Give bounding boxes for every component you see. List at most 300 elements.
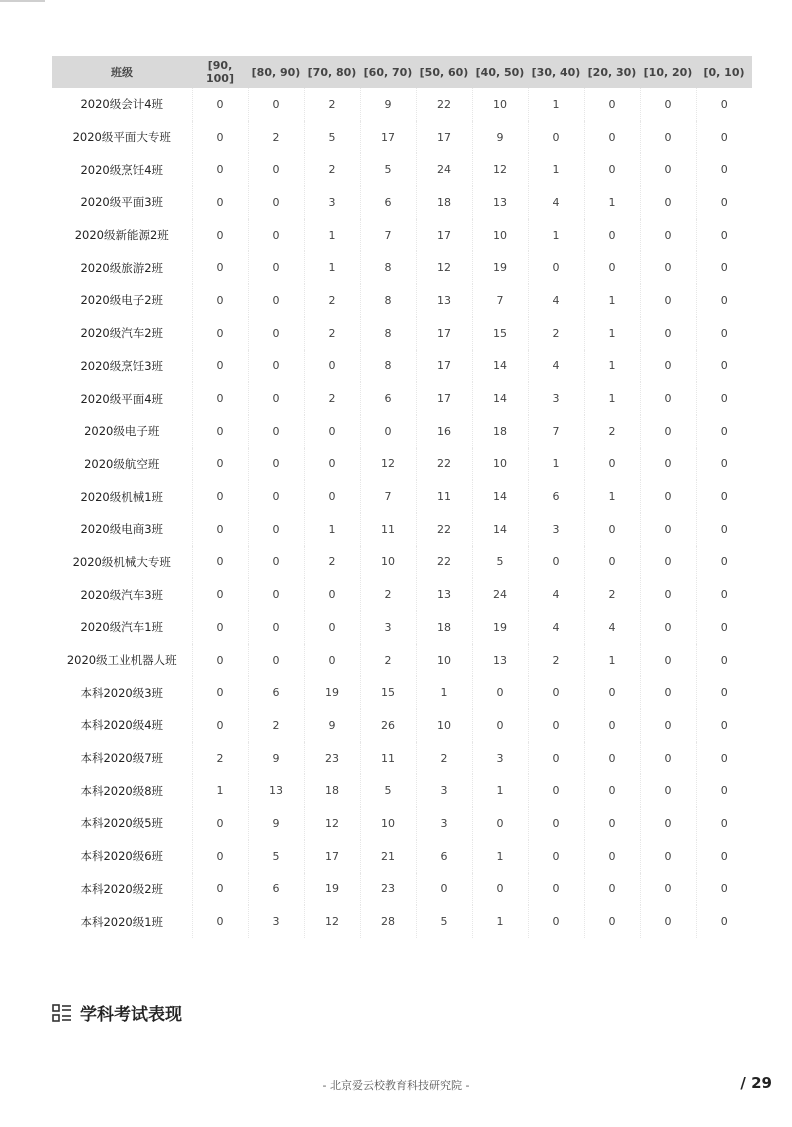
- count-cell: 0: [192, 121, 248, 154]
- count-cell: 1: [584, 480, 640, 513]
- table-row: [52, 121, 752, 154]
- count-cell: 0: [528, 774, 584, 807]
- count-cell: 0: [304, 415, 360, 448]
- count-cell: 1: [528, 153, 584, 186]
- table-row: [52, 546, 752, 579]
- count-cell: 0: [640, 415, 696, 448]
- class-name-cell: 2020级烹饪3班: [52, 350, 192, 383]
- table-row: [52, 186, 752, 219]
- count-cell: 0: [472, 873, 528, 906]
- count-cell: 0: [584, 873, 640, 906]
- count-cell: 0: [192, 153, 248, 186]
- count-cell: 0: [192, 415, 248, 448]
- count-cell: 11: [416, 480, 472, 513]
- class-name-cell: 2020级工业机器人班: [52, 644, 192, 677]
- count-cell: 4: [528, 186, 584, 219]
- count-cell: 10: [416, 644, 472, 677]
- count-cell: 0: [304, 480, 360, 513]
- count-cell: 9: [248, 807, 304, 840]
- header-score-range: [50, 60): [416, 56, 472, 88]
- count-cell: 9: [472, 121, 528, 154]
- count-cell: 0: [696, 905, 752, 938]
- count-cell: 0: [304, 448, 360, 481]
- table-row: [52, 480, 752, 513]
- count-cell: 0: [640, 840, 696, 873]
- class-name-cell: 本科2020级2班: [52, 873, 192, 906]
- count-cell: 0: [192, 219, 248, 252]
- count-cell: 0: [192, 905, 248, 938]
- count-cell: 2: [416, 742, 472, 775]
- class-name-cell: 2020级平面3班: [52, 186, 192, 219]
- count-cell: 0: [696, 251, 752, 284]
- count-cell: 0: [192, 546, 248, 579]
- count-cell: 0: [696, 774, 752, 807]
- header-score-range: [80, 90): [248, 56, 304, 88]
- count-cell: 24: [416, 153, 472, 186]
- table-row: [52, 415, 752, 448]
- table-row: [52, 350, 752, 383]
- count-cell: 0: [584, 546, 640, 579]
- count-cell: 1: [472, 905, 528, 938]
- count-cell: 0: [584, 676, 640, 709]
- count-cell: 17: [416, 382, 472, 415]
- count-cell: 0: [192, 513, 248, 546]
- count-cell: 1: [584, 284, 640, 317]
- count-cell: 18: [472, 415, 528, 448]
- count-cell: 6: [360, 382, 416, 415]
- class-name-cell: 2020级电子班: [52, 415, 192, 448]
- count-cell: 14: [472, 513, 528, 546]
- count-cell: 10: [472, 219, 528, 252]
- count-cell: 0: [528, 121, 584, 154]
- class-name-cell: 2020级会计4班: [52, 88, 192, 121]
- count-cell: 7: [360, 480, 416, 513]
- header-score-range: [70, 80): [304, 56, 360, 88]
- count-cell: 0: [696, 153, 752, 186]
- table-row: [52, 611, 752, 644]
- count-cell: 0: [248, 578, 304, 611]
- count-cell: 2: [248, 709, 304, 742]
- count-cell: 6: [360, 186, 416, 219]
- count-cell: 0: [696, 88, 752, 121]
- count-cell: 0: [192, 676, 248, 709]
- count-cell: 0: [640, 611, 696, 644]
- count-cell: 7: [472, 284, 528, 317]
- count-cell: 0: [584, 219, 640, 252]
- table-row: [52, 676, 752, 709]
- count-cell: 9: [360, 88, 416, 121]
- table-row: [52, 742, 752, 775]
- count-cell: 4: [584, 611, 640, 644]
- table-row: [52, 317, 752, 350]
- class-name-cell: 2020级汽车1班: [52, 611, 192, 644]
- count-cell: 1: [416, 676, 472, 709]
- count-cell: 0: [696, 415, 752, 448]
- count-cell: 0: [696, 742, 752, 775]
- count-cell: 0: [192, 873, 248, 906]
- header-score-range: [30, 40): [528, 56, 584, 88]
- count-cell: 9: [304, 709, 360, 742]
- count-cell: 2: [304, 382, 360, 415]
- count-cell: 0: [584, 709, 640, 742]
- count-cell: 3: [416, 807, 472, 840]
- header-score-range: [60, 70): [360, 56, 416, 88]
- count-cell: 0: [192, 350, 248, 383]
- class-name-cell: 本科2020级1班: [52, 905, 192, 938]
- count-cell: 0: [192, 611, 248, 644]
- count-cell: 0: [192, 186, 248, 219]
- count-cell: 14: [472, 480, 528, 513]
- count-cell: 17: [416, 121, 472, 154]
- count-cell: 0: [472, 709, 528, 742]
- list-icon: [52, 1003, 72, 1023]
- count-cell: 0: [192, 480, 248, 513]
- count-cell: 0: [696, 644, 752, 677]
- count-cell: 0: [472, 676, 528, 709]
- count-cell: 1: [528, 219, 584, 252]
- count-cell: 0: [528, 709, 584, 742]
- count-cell: 19: [472, 611, 528, 644]
- table-row: [52, 382, 752, 415]
- count-cell: 0: [192, 382, 248, 415]
- count-cell: 0: [528, 546, 584, 579]
- count-cell: 0: [528, 251, 584, 284]
- count-cell: 5: [472, 546, 528, 579]
- count-cell: 13: [472, 644, 528, 677]
- count-cell: 28: [360, 905, 416, 938]
- count-cell: 0: [192, 284, 248, 317]
- count-cell: 0: [640, 578, 696, 611]
- count-cell: 0: [248, 611, 304, 644]
- count-cell: 0: [192, 807, 248, 840]
- count-cell: 0: [696, 546, 752, 579]
- count-cell: 17: [360, 121, 416, 154]
- count-cell: 4: [528, 284, 584, 317]
- count-cell: 0: [192, 644, 248, 677]
- count-cell: 0: [584, 742, 640, 775]
- count-cell: 1: [584, 317, 640, 350]
- count-cell: 0: [528, 742, 584, 775]
- class-name-cell: 2020级航空班: [52, 448, 192, 481]
- count-cell: 11: [360, 513, 416, 546]
- count-cell: 0: [640, 742, 696, 775]
- class-name-cell: 本科2020级4班: [52, 709, 192, 742]
- class-name-cell: 本科2020级8班: [52, 774, 192, 807]
- count-cell: 7: [360, 219, 416, 252]
- count-cell: 2: [528, 644, 584, 677]
- count-cell: 4: [528, 578, 584, 611]
- count-cell: 2: [360, 578, 416, 611]
- count-cell: 0: [696, 513, 752, 546]
- count-cell: 0: [192, 251, 248, 284]
- count-cell: 22: [416, 448, 472, 481]
- count-cell: 0: [584, 153, 640, 186]
- count-cell: 14: [472, 350, 528, 383]
- count-cell: 0: [696, 219, 752, 252]
- count-cell: 9: [248, 742, 304, 775]
- table-row: [52, 251, 752, 284]
- count-cell: 0: [696, 121, 752, 154]
- count-cell: 22: [416, 513, 472, 546]
- count-cell: 13: [416, 578, 472, 611]
- count-cell: 1: [528, 88, 584, 121]
- count-cell: 0: [640, 284, 696, 317]
- count-cell: 0: [248, 251, 304, 284]
- class-name-cell: 2020级机械大专班: [52, 546, 192, 579]
- count-cell: 2: [304, 284, 360, 317]
- count-cell: 0: [696, 807, 752, 840]
- count-cell: 1: [584, 644, 640, 677]
- count-cell: 10: [360, 546, 416, 579]
- count-cell: 0: [584, 88, 640, 121]
- count-cell: 0: [192, 840, 248, 873]
- count-cell: 12: [304, 807, 360, 840]
- count-cell: 0: [584, 251, 640, 284]
- count-cell: 17: [416, 317, 472, 350]
- count-cell: 2: [304, 88, 360, 121]
- table-row: [52, 513, 752, 546]
- count-cell: 0: [640, 382, 696, 415]
- count-cell: 12: [416, 251, 472, 284]
- count-cell: 0: [640, 644, 696, 677]
- count-cell: 0: [528, 905, 584, 938]
- count-cell: 2: [584, 578, 640, 611]
- count-cell: 0: [696, 840, 752, 873]
- count-cell: 6: [248, 676, 304, 709]
- count-cell: 0: [696, 611, 752, 644]
- table-row: [52, 807, 752, 840]
- count-cell: 0: [248, 88, 304, 121]
- class-name-cell: 本科2020级5班: [52, 807, 192, 840]
- count-cell: 0: [416, 873, 472, 906]
- count-cell: 0: [248, 480, 304, 513]
- count-cell: 3: [248, 905, 304, 938]
- count-cell: 8: [360, 284, 416, 317]
- count-cell: 18: [416, 186, 472, 219]
- count-cell: 1: [304, 219, 360, 252]
- count-cell: 0: [640, 251, 696, 284]
- count-cell: 0: [528, 840, 584, 873]
- count-cell: 23: [304, 742, 360, 775]
- count-cell: 2: [360, 644, 416, 677]
- table-body: [52, 88, 752, 938]
- header-score-range: [10, 20): [640, 56, 696, 88]
- count-cell: 19: [472, 251, 528, 284]
- class-name-cell: 2020级新能源2班: [52, 219, 192, 252]
- count-cell: 0: [528, 807, 584, 840]
- count-cell: 6: [528, 480, 584, 513]
- count-cell: 22: [416, 88, 472, 121]
- section-heading: [52, 1000, 182, 1025]
- count-cell: 0: [304, 611, 360, 644]
- count-cell: 26: [360, 709, 416, 742]
- table-row: [52, 905, 752, 938]
- count-cell: 19: [304, 676, 360, 709]
- count-cell: 0: [192, 709, 248, 742]
- count-cell: 14: [472, 382, 528, 415]
- table-row: [52, 840, 752, 873]
- count-cell: 12: [360, 448, 416, 481]
- count-cell: 1: [304, 513, 360, 546]
- count-cell: 0: [248, 415, 304, 448]
- count-cell: 16: [416, 415, 472, 448]
- count-cell: 0: [640, 905, 696, 938]
- count-cell: 1: [192, 774, 248, 807]
- table-header-row: [52, 56, 752, 88]
- header-score-range: [90, 100]: [192, 56, 248, 88]
- count-cell: 0: [696, 448, 752, 481]
- class-name-cell: 2020级旅游2班: [52, 251, 192, 284]
- count-cell: 0: [696, 186, 752, 219]
- count-cell: 0: [696, 709, 752, 742]
- count-cell: 0: [640, 546, 696, 579]
- count-cell: 0: [696, 480, 752, 513]
- count-cell: 0: [528, 873, 584, 906]
- count-cell: 0: [248, 186, 304, 219]
- count-cell: 0: [192, 317, 248, 350]
- count-cell: 1: [472, 774, 528, 807]
- score-distribution-table-container: [52, 56, 752, 938]
- count-cell: 18: [304, 774, 360, 807]
- count-cell: 0: [528, 676, 584, 709]
- count-cell: 0: [640, 807, 696, 840]
- count-cell: 15: [360, 676, 416, 709]
- table-row: [52, 448, 752, 481]
- table-row: [52, 219, 752, 252]
- table-row: [52, 578, 752, 611]
- count-cell: 10: [416, 709, 472, 742]
- class-name-cell: 2020级汽车2班: [52, 317, 192, 350]
- count-cell: 13: [472, 186, 528, 219]
- count-cell: 3: [528, 513, 584, 546]
- count-cell: 3: [528, 382, 584, 415]
- header-score-range: [0, 10): [696, 56, 752, 88]
- count-cell: 17: [304, 840, 360, 873]
- count-cell: 12: [304, 905, 360, 938]
- count-cell: 0: [584, 840, 640, 873]
- count-cell: 10: [472, 88, 528, 121]
- count-cell: 0: [304, 350, 360, 383]
- count-cell: 11: [360, 742, 416, 775]
- count-cell: 13: [416, 284, 472, 317]
- count-cell: 12: [472, 153, 528, 186]
- count-cell: 22: [416, 546, 472, 579]
- table-row: [52, 153, 752, 186]
- count-cell: 15: [472, 317, 528, 350]
- footer-publisher: - 北京爱云校教育科技研究院 -: [322, 1079, 470, 1092]
- top-edge-line: [0, 0, 45, 2]
- count-cell: 0: [248, 382, 304, 415]
- count-cell: 0: [640, 350, 696, 383]
- count-cell: 4: [528, 350, 584, 383]
- count-cell: 13: [248, 774, 304, 807]
- count-cell: 0: [584, 448, 640, 481]
- count-cell: 0: [696, 317, 752, 350]
- count-cell: 0: [192, 88, 248, 121]
- count-cell: 24: [472, 578, 528, 611]
- count-cell: 5: [416, 905, 472, 938]
- count-cell: 0: [584, 513, 640, 546]
- count-cell: 5: [360, 774, 416, 807]
- count-cell: 1: [584, 350, 640, 383]
- class-name-cell: 2020级平面4班: [52, 382, 192, 415]
- count-cell: 0: [696, 676, 752, 709]
- count-cell: 21: [360, 840, 416, 873]
- count-cell: 6: [416, 840, 472, 873]
- count-cell: 23: [360, 873, 416, 906]
- count-cell: 0: [640, 448, 696, 481]
- count-cell: 1: [472, 840, 528, 873]
- count-cell: 2: [304, 317, 360, 350]
- table-row: [52, 284, 752, 317]
- count-cell: 18: [416, 611, 472, 644]
- count-cell: 2: [304, 546, 360, 579]
- class-name-cell: 本科2020级3班: [52, 676, 192, 709]
- count-cell: 7: [528, 415, 584, 448]
- count-cell: 0: [640, 873, 696, 906]
- count-cell: 0: [192, 448, 248, 481]
- count-cell: 1: [584, 382, 640, 415]
- count-cell: 0: [360, 415, 416, 448]
- header-score-range: [20, 30): [584, 56, 640, 88]
- count-cell: 0: [304, 578, 360, 611]
- count-cell: 0: [248, 546, 304, 579]
- count-cell: 19: [304, 873, 360, 906]
- count-cell: 0: [248, 644, 304, 677]
- count-cell: 0: [248, 317, 304, 350]
- header-score-range: [40, 50): [472, 56, 528, 88]
- count-cell: 0: [640, 121, 696, 154]
- count-cell: 0: [584, 807, 640, 840]
- count-cell: 1: [584, 186, 640, 219]
- count-cell: 0: [640, 774, 696, 807]
- count-cell: 1: [528, 448, 584, 481]
- count-cell: 0: [248, 153, 304, 186]
- count-cell: 2: [584, 415, 640, 448]
- count-cell: 2: [528, 317, 584, 350]
- table-row: [52, 644, 752, 677]
- count-cell: 8: [360, 350, 416, 383]
- count-cell: 5: [248, 840, 304, 873]
- count-cell: 0: [696, 284, 752, 317]
- class-name-cell: 2020级电子2班: [52, 284, 192, 317]
- count-cell: 0: [640, 219, 696, 252]
- count-cell: 0: [248, 513, 304, 546]
- count-cell: 0: [304, 644, 360, 677]
- count-cell: 5: [360, 153, 416, 186]
- class-name-cell: 2020级机械1班: [52, 480, 192, 513]
- count-cell: 0: [248, 219, 304, 252]
- count-cell: 0: [640, 709, 696, 742]
- table-row: [52, 709, 752, 742]
- count-cell: 0: [584, 905, 640, 938]
- table-row: [52, 774, 752, 807]
- count-cell: 3: [416, 774, 472, 807]
- count-cell: 5: [304, 121, 360, 154]
- score-distribution-table: [52, 56, 752, 938]
- count-cell: 0: [248, 448, 304, 481]
- count-cell: 10: [472, 448, 528, 481]
- class-name-cell: 2020级烹饪4班: [52, 153, 192, 186]
- table-row: [52, 873, 752, 906]
- count-cell: 17: [416, 219, 472, 252]
- count-cell: 0: [248, 284, 304, 317]
- count-cell: 2: [248, 121, 304, 154]
- class-name-cell: 2020级汽车3班: [52, 578, 192, 611]
- section-title: 学科考试表现: [80, 1005, 182, 1025]
- count-cell: 8: [360, 251, 416, 284]
- count-cell: 0: [584, 121, 640, 154]
